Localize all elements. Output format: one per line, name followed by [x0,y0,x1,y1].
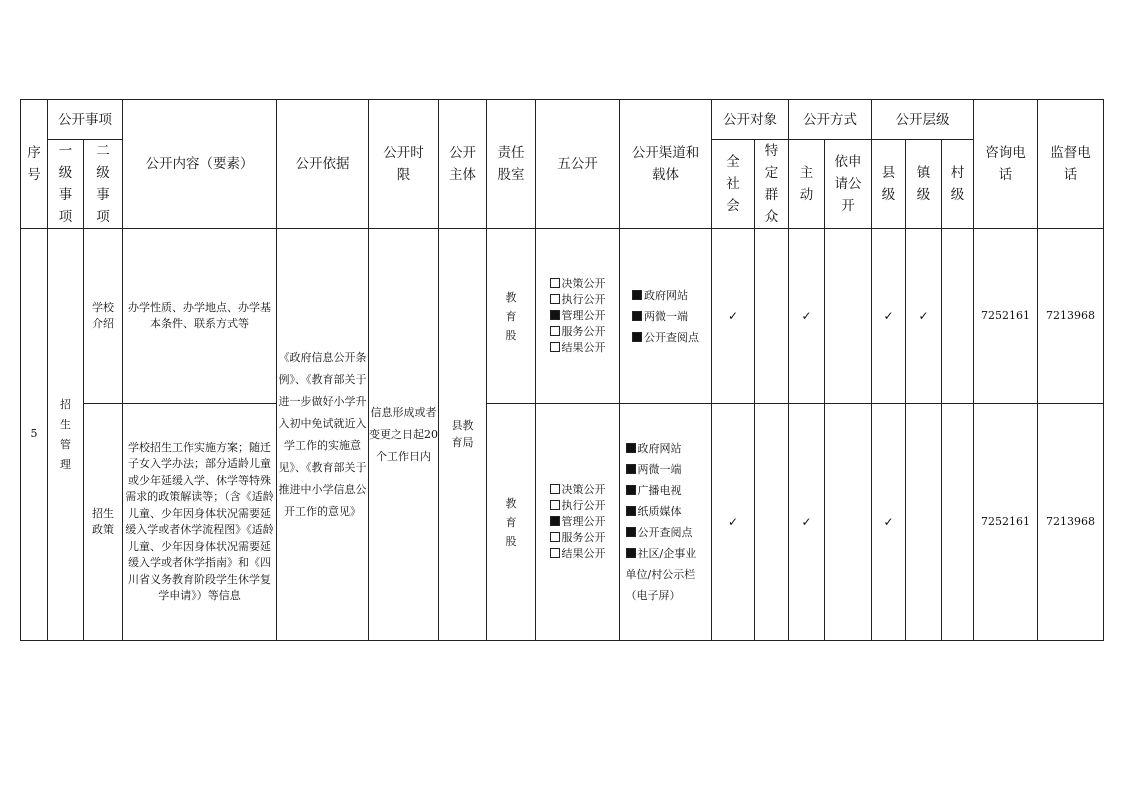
check-level-village [942,229,974,404]
check-target-all: ✓ [712,404,755,641]
bullet-square-icon [626,464,636,474]
bullet-square-icon [632,332,642,342]
five-item: 执行公开 [550,498,606,514]
row-five [536,404,620,641]
checkbox-empty-icon [550,500,560,510]
checkbox-filled-icon [550,516,560,526]
header-consult-phone: 咨询电话 [974,100,1038,229]
channel-item: 纸质媒体 [626,501,706,522]
row-channel [620,404,712,641]
supervise-phone: 7213968 [1038,404,1104,641]
five-item: 决策公开 [550,276,606,292]
row-content: 办学性质、办学地点、办学基本条件、联系方式等 [123,229,277,404]
five-item: 管理公开 [550,308,606,324]
bullet-square-icon [626,548,636,558]
header-channel: 公开渠道和载体 [620,100,712,229]
checkbox-empty-icon [550,342,560,352]
bullet-square-icon [632,311,642,321]
disclosure-table [20,99,1104,641]
check-level-village [942,404,974,641]
header-level: 公开层级 [872,100,974,140]
channel-item: 两微一端 [626,459,706,480]
header-period: 公开时限 [369,100,439,229]
header-item-l1: 一级事项 [48,140,84,229]
bullet-square-icon [626,485,636,495]
check-mode-request [825,229,872,404]
row-channel [620,229,712,404]
bullet-square-icon [626,506,636,516]
check-level-town: ✓ [906,229,942,404]
row-period: 信息形成或者变更之日起20个工作日内 [369,229,439,641]
channel-item: 社区/企事业单位/村公示栏（电子屏） [625,547,697,602]
checkbox-empty-icon [550,532,560,542]
row-item-l1: 招生管理 [48,229,84,641]
check-mode-active: ✓ [789,404,825,641]
checkbox-empty-icon [550,326,560,336]
check-level-town [906,404,942,641]
header-level-village: 村级 [942,140,974,229]
table-row [21,229,1104,404]
five-item: 服务公开 [550,324,606,340]
consult-phone: 7252161 [974,404,1038,641]
channel-item: 公开查阅点 [632,327,699,348]
checkbox-empty-icon [550,548,560,558]
check-target-specific [755,404,789,641]
five-item: 结果公开 [550,340,606,356]
five-item: 决策公开 [550,482,606,498]
header-level-town: 镇级 [906,140,942,229]
channel-item: 公开查阅点 [626,522,706,543]
header-five: 五公开 [536,100,620,229]
bullet-square-icon [632,290,642,300]
header-subject: 公开主体 [439,100,487,229]
row-item-l2: 招生政策 [84,404,123,641]
header-item: 公开事项 [48,100,123,140]
row-seq: 5 [21,229,48,641]
check-mode-active: ✓ [789,229,825,404]
row-five [536,229,620,404]
header-level-county: 县级 [872,140,906,229]
channel-item: 广播电视 [626,480,706,501]
checkbox-filled-icon [550,310,560,320]
channel-item: 政府网站 [626,438,706,459]
check-target-all: ✓ [712,229,755,404]
five-item: 结果公开 [550,546,606,562]
row-item-l2: 学校介绍 [84,229,123,404]
row-dept: 教育股 [487,404,536,641]
header-mode: 公开方式 [789,100,872,140]
check-level-county: ✓ [872,229,906,404]
five-item: 执行公开 [550,292,606,308]
bullet-square-icon [626,443,636,453]
header-target-all: 全社会 [712,140,755,229]
row-subject: 县教育局 [439,229,487,641]
header-supervise-phone: 监督电话 [1038,100,1104,229]
header-target-specific: 特定群众 [755,140,789,229]
header-content: 公开内容（要素） [123,100,277,229]
header-seq: 序号 [21,100,48,229]
checkbox-empty-icon [550,484,560,494]
header-mode-request: 依申请公开 [825,140,872,229]
row-content: 学校招生工作实施方案；随迁子女入学办法；部分适龄儿童或少年延缓入学、休学等特殊需求的政策解读等；（含《适龄儿童、少年因身体状况需要延缓入学或者休学流程图》《适龄儿童、少年因身体状况需要延缓入学或者休学指南》和《四川省义务教育阶段学生休学复学申请》）等信息 [123,404,277,641]
channel-item: 两微一端 [632,306,699,327]
row-basis: 《政府信息公开条例》、《教育部关于进一步做好小学升入初中免试就近入学工作的实施意见》、《教育部关于推进中小学信息公开工作的意见》 [277,229,369,641]
table-row [21,404,1104,641]
check-mode-request [825,404,872,641]
bullet-square-icon [626,527,636,537]
header-item-l2: 二级事项 [84,140,123,229]
five-item: 管理公开 [550,514,606,530]
five-item: 服务公开 [550,530,606,546]
checkbox-empty-icon [550,294,560,304]
header-target: 公开对象 [712,100,789,140]
channel-item: 政府网站 [632,285,699,306]
check-level-county: ✓ [872,404,906,641]
header-basis: 公开依据 [277,100,369,229]
header-dept: 责任股室 [487,100,536,229]
checkbox-empty-icon [550,278,560,288]
consult-phone: 7252161 [974,229,1038,404]
check-target-specific [755,229,789,404]
supervise-phone: 7213968 [1038,229,1104,404]
row-dept: 教育股 [487,229,536,404]
header-mode-active: 主动 [789,140,825,229]
